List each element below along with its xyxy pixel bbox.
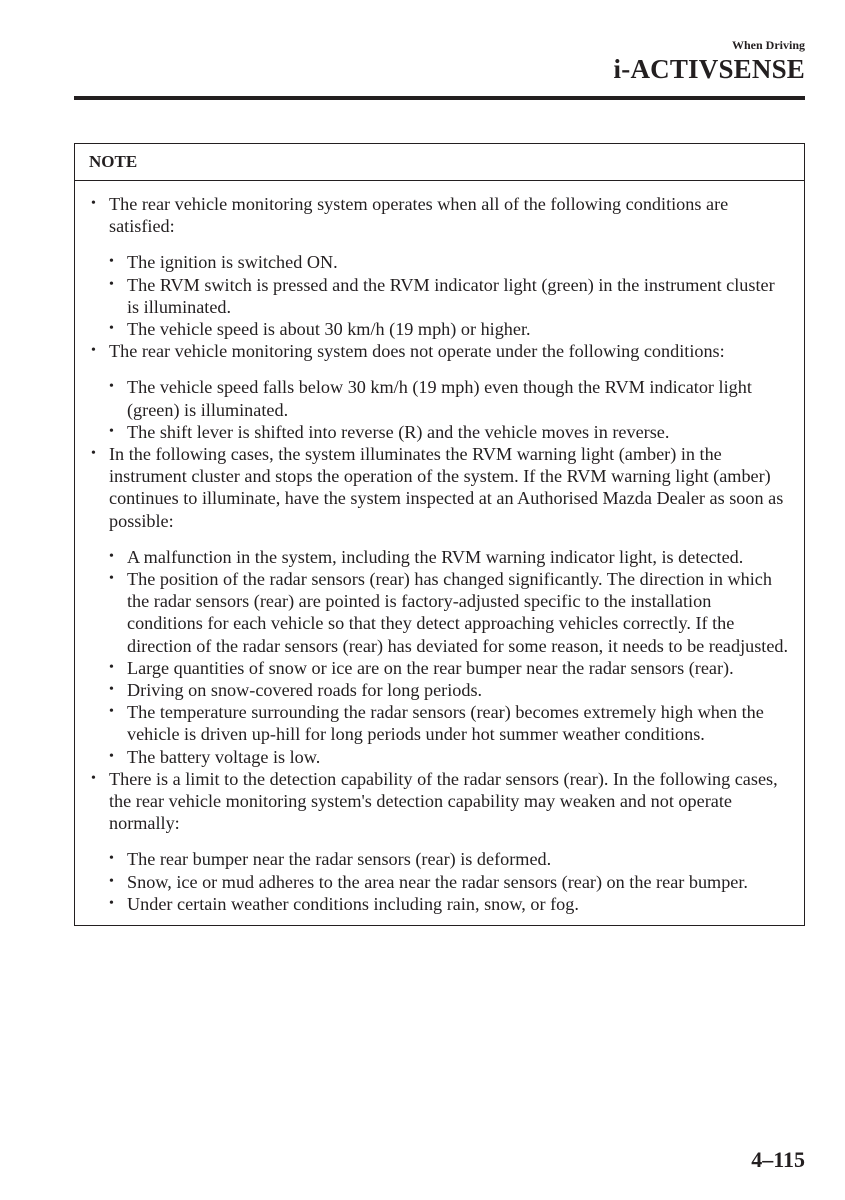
- note-subitem-text: The RVM switch is pressed and the RVM indicator light (green) in the instrument cluster is illuminated.: [127, 274, 775, 317]
- chapter-title: i-ACTIVSENSE: [613, 54, 805, 84]
- bullet-icon: •: [91, 446, 96, 462]
- bullet-icon: •: [109, 423, 114, 439]
- note-subitem: [87, 679, 790, 701]
- bullet-icon: •: [109, 571, 114, 587]
- note-subitem: [87, 657, 790, 679]
- bullet-icon: •: [91, 770, 96, 786]
- note-item-text: The rear vehicle monitoring system does not operate under the following conditions:: [109, 341, 725, 362]
- note-item: [87, 193, 790, 237]
- note-subitem-text: The shift lever is shifted into reverse (R) and the vehicle moves in reverse.: [127, 421, 670, 442]
- bullet-icon: •: [109, 254, 114, 270]
- header-rule: [74, 96, 805, 100]
- note-subitem: [87, 421, 790, 443]
- bullet-icon: •: [109, 321, 114, 337]
- page-number: 4–115: [751, 1147, 805, 1172]
- bullet-icon: •: [109, 548, 114, 564]
- bullet-icon: •: [91, 196, 96, 211]
- bullet-icon: •: [109, 682, 114, 698]
- note-list: [87, 193, 790, 915]
- page-header: [614, 38, 805, 84]
- note-title: NOTE: [75, 144, 804, 181]
- note-subitem-text: Under certain weather conditions including rain, snow, or fog.: [127, 893, 579, 914]
- note-item: [87, 443, 790, 532]
- note-subitem: [87, 568, 790, 657]
- bullet-icon: •: [109, 659, 114, 675]
- note-subitem-text: A malfunction in the system, including the RVM warning indicator light, is detected.: [127, 546, 744, 567]
- note-sublist: [87, 848, 790, 915]
- note-subitem: [87, 893, 790, 915]
- note-sublist: [87, 546, 790, 768]
- note-subitem: [87, 251, 790, 273]
- bullet-icon: •: [109, 704, 114, 720]
- note-subitem-text: The vehicle speed falls below 30 km/h (19 mph) even though the RVM indicator light (green) is illuminated.: [127, 377, 752, 420]
- note-subitem: [87, 376, 790, 420]
- bullet-icon: •: [109, 379, 114, 395]
- bullet-icon: •: [91, 343, 96, 359]
- section-title: When Driving: [731, 38, 805, 52]
- note-subitem-text: The rear bumper near the radar sensors (rear) is deformed.: [127, 849, 552, 870]
- note-subitem-text: Snow, ice or mud adheres to the area near the radar sensors (rear) on the rear bumper.: [127, 871, 748, 892]
- note-sublist: [87, 251, 790, 340]
- note-subitem-text: The vehicle speed is about 30 km/h (19 mph) or higher.: [127, 319, 531, 340]
- note-subitem-text: The position of the radar sensors (rear) has changed significantly. The direction in which the radar sensors (rear) are pointed is factory-adjusted specific to the installation conditions for each vehicle so that they detect approaching vehicles correctly. If the direction of the radar sensors (rear) has deviated for some reason, it needs to be readjusted.: [127, 569, 789, 656]
- note-item: [87, 768, 790, 835]
- note-subitem: [87, 871, 790, 893]
- note-subitem: [87, 318, 790, 340]
- bullet-icon: •: [109, 873, 114, 889]
- note-body: [75, 181, 804, 925]
- bullet-icon: •: [109, 851, 114, 867]
- note-sublist: [87, 376, 790, 443]
- note-subitem-text: The temperature surrounding the radar sensors (rear) becomes extremely high when the vehicle is driven up-hill for long periods under hot summer weather conditions.: [127, 702, 764, 745]
- note-subitem: [87, 546, 790, 568]
- note-subitem-text: Driving on snow-covered roads for long periods.: [127, 680, 483, 701]
- note-item-text: In the following cases, the system illuminates the RVM warning light (amber) in the instrument cluster and stops the operation of the system. If the RVM warning light (amber) continues to illuminate, have the system inspected at an Authorised Mazda Dealer as soon as possible:: [109, 444, 784, 531]
- note-subitem-text: The battery voltage is low.: [127, 746, 321, 767]
- note-subitem: [87, 274, 790, 318]
- bullet-icon: •: [109, 276, 114, 292]
- note-subitem: [87, 746, 790, 768]
- note-subitem: [87, 848, 790, 870]
- bullet-icon: •: [109, 895, 114, 911]
- note-subitem: [87, 701, 790, 745]
- note-item: [87, 340, 790, 362]
- note-item-text: There is a limit to the detection capability of the radar sensors (rear). In the following cases, the rear vehicle monitoring system's detection capability may weaken and not operate normally:: [109, 768, 778, 834]
- bullet-icon: •: [109, 748, 114, 764]
- note-subitem-text: Large quantities of snow or ice are on the rear bumper near the radar sensors (rear).: [127, 657, 734, 678]
- note-subitem-text: The ignition is switched ON.: [127, 252, 338, 273]
- note-box: [74, 143, 805, 926]
- note-item-text: The rear vehicle monitoring system operates when all of the following conditions are satisfied:: [109, 194, 729, 237]
